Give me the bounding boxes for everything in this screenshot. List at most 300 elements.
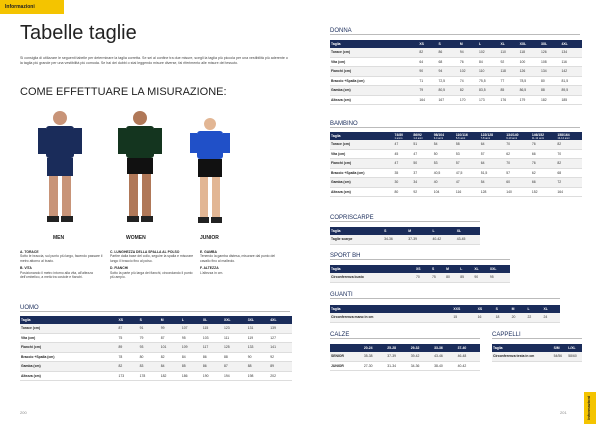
table-cell: 93 [139,343,160,353]
table-cell: 77 [499,76,518,86]
table-cell: 173 [478,95,499,105]
table-header-row [330,227,480,235]
row-label: Circonferenza testa in cm [492,352,553,361]
figure-label-women: WOMEN [126,235,146,241]
table-cell: 85 [499,86,518,96]
table-cell: 72 [556,178,582,188]
table-cell: 92 [412,187,432,197]
table-row [20,343,292,353]
table-header-row [20,316,292,324]
table-cell: 78,5 [519,76,540,86]
row-label: Gamba (cm) [330,86,418,96]
table-header-cell: Taglia [330,265,415,273]
table-cell: 57 [505,168,531,178]
table-cell: 108 [540,57,560,67]
table-header-cell [330,344,363,352]
table-cell: 82 [556,159,582,169]
table-header-row [330,344,480,352]
table-cell: 86,5 [519,86,540,96]
table-header-cell: S [139,316,160,324]
table-header-cell: L/XL [567,344,582,352]
table-cell: 88 [247,362,270,372]
table-header-cell: 37-40 [457,344,480,352]
table-header-cell: M [160,316,181,324]
table-cell: 53 [433,159,455,169]
table-cell: 80 [139,352,160,362]
row-label: Altezza (cm) [20,371,118,381]
row-label: Circonferenza busto [330,273,415,282]
table-cell: 94 [437,67,458,77]
table-cell: 70 [415,273,431,282]
table-cell: 91 [139,324,160,333]
table-cell: 68 [556,168,582,178]
table-cell: 47 [394,140,413,149]
table-cell: 178 [139,371,160,381]
table-header-cell: Taglia [330,227,383,235]
figure-label-men: MEN [53,235,65,241]
section-tag: Informazioni [0,0,64,14]
table-cell: 134 [540,67,560,77]
table-cell: 43-45 [456,235,480,244]
table-cell: 66 [531,149,557,159]
table-header-cell: XS [418,40,437,48]
table-cell: 53 [455,149,480,159]
table-cell: 47 [394,159,413,169]
table-cell: 80 [445,273,459,282]
table-header-cell: XS [415,265,431,273]
table-cell: 116 [561,57,583,67]
table-cell: 84 [160,362,181,372]
table-cell: 75 [118,333,139,343]
men-figure [30,108,90,228]
page-number-left: 200 [20,410,27,415]
table-header-cell: XXS [452,305,476,313]
page-number-right: 201 [560,410,567,415]
notes-column-2 [110,250,195,279]
table-cell: 54/56 [553,352,568,361]
table-cell: 123 [223,324,247,333]
table-cell: 126 [540,48,560,57]
table-cell: 15 [452,313,476,322]
table-cell: 70 [505,159,531,169]
table-cell: 170 [459,95,478,105]
table-cell: 110 [478,67,499,77]
table-header-cell: Taglia [330,305,452,313]
table-cell: 176 [499,95,518,105]
table-header-cell: XL [473,265,489,273]
table-header-row [492,344,582,352]
table-header-cell: XL [499,40,518,48]
table-cell: 118 [519,48,540,57]
row-label: Torace (cm) [330,140,394,149]
table-cell: 186 [181,371,202,381]
table-cell: 57 [455,159,480,169]
note-text: Tenendo la gamba distesa, misurare dal punto del cavallo fino al malleolo. [200,254,276,263]
table-row [330,95,582,105]
table-cell: 66 [531,178,557,188]
table-row [330,235,480,244]
table-header-cell: XL [456,227,480,235]
table-cell: 74 [459,76,478,86]
table-header-cell: XXL [489,265,510,273]
row-label: SENIOR [330,352,363,361]
note-text: Posizionando il metro intorno alla vita, all'altezza dell'ombelico, a metà tra costole e fianchi. [20,270,93,280]
table-cell: 70 [556,149,582,159]
table-cell: 72,5 [437,76,458,86]
table-cell: 54 [480,178,506,188]
table-row [330,76,582,86]
table-cell: 47 [455,178,480,188]
table-cell: 40-42 [432,235,456,244]
table-header-row [330,132,582,140]
table-header-cell: Taglia [330,40,418,48]
table-header-cell: L [432,227,456,235]
table-cell: 83,5 [478,86,499,96]
table-cell: 70 [505,140,531,149]
table-cell: 90 [418,67,437,77]
table-cell: 64 [418,57,437,67]
table-header-cell: 74/80 1 anno [394,132,413,140]
table-cell: 89 [269,362,292,372]
table-header-cell: 122/128 7-8 anni [480,132,506,140]
table-header-cell: 4XL [561,40,583,48]
table-cell: 173 [118,371,139,381]
table-cell: 87 [118,324,139,333]
row-label: Braccio +Spalla (cm) [330,76,418,86]
row-label: Vita (cm) [330,57,418,67]
table-cell: 45 [394,149,413,159]
table-header-cell: M [459,40,478,48]
uomo-title: UOMO [20,305,290,312]
bambino-size-table [330,132,582,197]
table-cell: 46-48 [457,352,480,361]
table-cell: 94 [459,48,478,57]
table-cell: 86 [202,362,223,372]
uomo-size-table [20,316,292,381]
table-cell: 99 [160,324,181,333]
table-row [20,362,292,372]
table-cell: 128 [480,187,506,197]
table-cell: 80 [540,76,560,86]
row-label: Altezza (cm) [330,187,394,197]
note-text: L'altezza in cm. [200,270,224,275]
table-cell: 51,5 [480,168,506,178]
table-cell: 119 [247,333,270,343]
table-cell: 115 [202,324,223,333]
row-label: Torace (cm) [20,324,118,333]
table-cell: 90 [247,352,270,362]
table-header-cell: S [495,305,511,313]
table-subheader: 9-10 anni [506,136,518,140]
table-cell: 37-39 [407,235,431,244]
table-cell: 80,5 [437,86,458,96]
row-label: Vita (cm) [330,149,394,159]
table-cell: 34-36 [410,361,433,371]
table-cell: 64 [480,159,506,169]
sport-bh-size-table [330,265,510,283]
table-cell: 76 [459,57,478,67]
table-cell: 190 [202,371,223,381]
table-cell: 82 [118,362,139,372]
row-label: Braccio +Spalla (cm) [330,168,394,178]
bambino-title: BAMBINO [330,121,580,128]
table-cell: 116 [455,187,480,197]
calze-title: CALZE [330,332,480,339]
row-label: Braccio +Spalla (cm) [20,352,118,362]
table-cell: 89,5 [561,86,583,96]
table-cell: 40 [433,178,455,188]
table-header-cell: 110/116 5-6 anni [455,132,480,140]
table-row [330,187,582,197]
table-cell: 185 [561,95,583,105]
table-cell: 87 [160,333,181,343]
table-header-cell: 29-32 [410,344,433,352]
intro-text: Si consiglia di utilizzare le seguenti tabelle per determinare la taglia corretta. Se sei al confine tra due misure, scegli la taglia più piccola per una vestibilità più aderente o la taglia più grande per una vestibilità più comoda. Se hai dei dubbi o stai leggendo misure diverse, fai riferimento alle misure del tessuto. [20,56,288,65]
table-cell: 167 [437,95,458,105]
table-cell: 62 [531,168,557,178]
table-cell: 92 [499,57,518,67]
page-title: Tabelle taglie [20,22,137,44]
copriscarpe-title: COPRISCARPE [330,215,480,222]
table-cell: 58/60 [567,352,582,361]
table-cell: 95 [181,333,202,343]
cappelli-title: CAPPELLI [492,332,582,339]
note-title: B. VITA [20,266,32,271]
table-header-cell: Taglia [492,344,553,352]
table-cell: 100 [519,57,540,67]
table-header-cell: 3XL [247,316,270,324]
table-cell: 103 [202,333,223,343]
table-row [330,313,560,322]
table-cell: 85 [459,273,473,282]
notes-column-3 [200,250,285,275]
table-cell: 131 [247,324,270,333]
table-row [330,168,582,178]
table-row [330,273,510,282]
table-cell: 79 [418,86,437,96]
table-cell: 141 [269,343,292,353]
table-cell: 90 [473,273,489,282]
table-row [20,324,292,333]
table-cell: 81,5 [561,76,583,86]
table-header-cell: Taglia [330,132,394,140]
table-header-cell: 4XL [269,316,292,324]
table-cell: 102 [478,48,499,57]
table-cell: 83 [139,362,160,372]
table-cell: 38-40 [433,361,456,371]
note-text: Sotto le braccia, sul punto più largo, facendo passare il metro attorno al busto. [20,254,103,263]
table-cell: 182 [540,95,560,105]
row-label: Circonferenza mano in cm [330,313,452,322]
table-cell: 95 [489,273,510,282]
row-label: JUNIOR [330,361,363,371]
table-cell: 76 [531,140,557,149]
table-cell: 39-42 [410,352,433,361]
side-tab-label: Informazioni [586,396,591,420]
table-row [330,86,582,96]
table-cell: 79 [139,333,160,343]
table-cell: 40-42 [457,361,480,371]
table-header-cell: 25-28 [386,344,409,352]
table-cell: 40,5 [433,168,455,178]
table-cell: 202 [269,371,292,381]
table-cell: 27-30 [363,361,386,371]
figure-label-junior: JUNIOR [200,235,219,241]
table-cell: 31-34 [386,361,409,371]
table-cell: 50 [412,159,432,169]
table-cell: 140 [505,187,531,197]
table-header-cell: L [181,316,202,324]
table-subheader: 11-12 anni [531,136,544,140]
table-header-cell: L [478,40,499,48]
note-title: A. TORACE [20,250,39,254]
table-cell: 104 [433,187,455,197]
table-cell: 102 [459,67,478,77]
table-header-cell: 86/92 1-2 anni [412,132,432,140]
table-header-cell: 33-36 [433,344,456,352]
table-cell: 37-39 [386,352,409,361]
table-cell: 109 [181,343,202,353]
table-cell: 24 [542,313,560,322]
table-cell: 62 [505,149,531,159]
table-cell: 37 [412,168,432,178]
table-cell: 86 [437,48,458,57]
table-cell: 57 [480,149,506,159]
table-header-cell: 146/152 11-12 anni [531,132,557,140]
table-row [20,371,292,381]
table-header-row [330,265,510,273]
table-cell: 125 [223,343,247,353]
table-subheader: 1 anno [394,136,403,140]
row-label: Fianchi (cm) [330,159,394,169]
table-cell: 89 [118,343,139,353]
table-cell: 111 [223,333,247,343]
table-cell: 22 [527,313,543,322]
row-label: Fianchi (cm) [330,67,418,77]
table-cell: 88 [223,352,247,362]
note-title: C. LUNGHEZZA DELLA SPALLA AL POLSO [110,250,180,254]
guanti-size-table [330,305,560,323]
table-cell: 71 [418,76,437,86]
table-row [330,352,480,361]
how-to-measure-title: COME EFFETTUARE LA MISURAZIONE: [20,86,227,98]
donna-title: DONNA [330,28,580,35]
table-row [330,67,582,77]
table-header-cell: XL [542,305,560,313]
women-figure [110,108,170,228]
table-header-cell: M [445,265,459,273]
table-cell: 68 [437,57,458,67]
table-cell: 50 [433,149,455,159]
table-cell: 87 [223,362,247,372]
table-cell: 127 [269,333,292,343]
sport-bh-title: SPORT BH [330,253,510,260]
table-header-row [330,40,582,48]
table-cell: 164 [418,95,437,105]
table-row [330,361,480,371]
table-cell: 64 [480,140,506,149]
row-label: Fianchi (cm) [20,343,118,353]
table-cell: 85 [181,362,202,372]
table-cell: 35-38 [363,352,386,361]
table-cell: 47 [412,149,432,159]
table-cell: 78 [118,352,139,362]
table-cell: 107 [181,324,202,333]
table-cell: 30 [394,178,413,188]
table-header-cell: XXL [519,40,540,48]
table-cell: 92 [269,352,292,362]
table-cell: 58 [455,140,480,149]
table-row [330,149,582,159]
table-header-cell: 20-24 [363,344,386,352]
table-cell: 110 [499,48,518,57]
table-cell: 133 [247,343,270,353]
guanti-title: GUANTI [330,292,560,299]
table-cell: 142 [561,67,583,77]
table-cell: 34 [412,178,432,188]
table-cell: 88 [540,86,560,96]
table-subheader: 5-6 anni [455,136,466,140]
table-cell: 152 [531,187,557,197]
table-subheader: 1-2 anni [413,136,423,140]
table-header-cell: L [527,305,543,313]
copriscarpe-size-table [330,227,480,245]
table-header-cell: XXL [223,316,247,324]
table-header-cell: S [437,40,458,48]
table-row [492,352,582,361]
table-cell: 54 [433,140,455,149]
note-title: F. ALTEZZA [200,266,219,271]
table-cell: 126 [519,67,540,77]
table-header-cell: 158/164 13-14 anni [556,132,582,140]
table-row [330,48,582,57]
cappelli-size-table [492,344,582,362]
junior-figure [185,108,235,228]
table-cell: 76 [531,159,557,169]
table-subheader: 7-8 anni [480,136,491,140]
row-label: Altezza (cm) [330,95,418,105]
table-header-cell: XS [118,316,139,324]
table-cell: 117 [202,343,223,353]
table-header-row [330,305,560,313]
table-header-cell: S [383,227,407,235]
table-cell: 134 [561,48,583,57]
table-cell: 20 [511,313,527,322]
table-cell: 194 [223,371,247,381]
table-cell: 75 [431,273,445,282]
table-header-cell: S/M [553,344,568,352]
note-text: Sotto la parte più larga dei fianchi, circondando il punto più ampio. [110,270,193,280]
table-row [330,159,582,169]
table-header-cell: L [459,265,473,273]
table-header-cell: XL [202,316,223,324]
table-cell: 164 [556,187,582,197]
table-cell: 86 [202,352,223,362]
table-header-cell: 3XL [540,40,560,48]
table-cell: 16 [477,313,495,322]
table-cell: 84 [181,352,202,362]
notes-column-1 [20,250,105,279]
table-cell: 43-46 [433,352,456,361]
table-cell: 75,5 [478,76,499,86]
table-cell: 35 [394,168,413,178]
row-label: Vita (cm) [20,333,118,343]
table-cell: 179 [519,95,540,105]
table-cell: 82 [160,352,181,362]
row-label: Torace (cm) [330,48,418,57]
note-title: E. GAMBA [200,250,217,254]
table-cell: 18 [495,313,511,322]
